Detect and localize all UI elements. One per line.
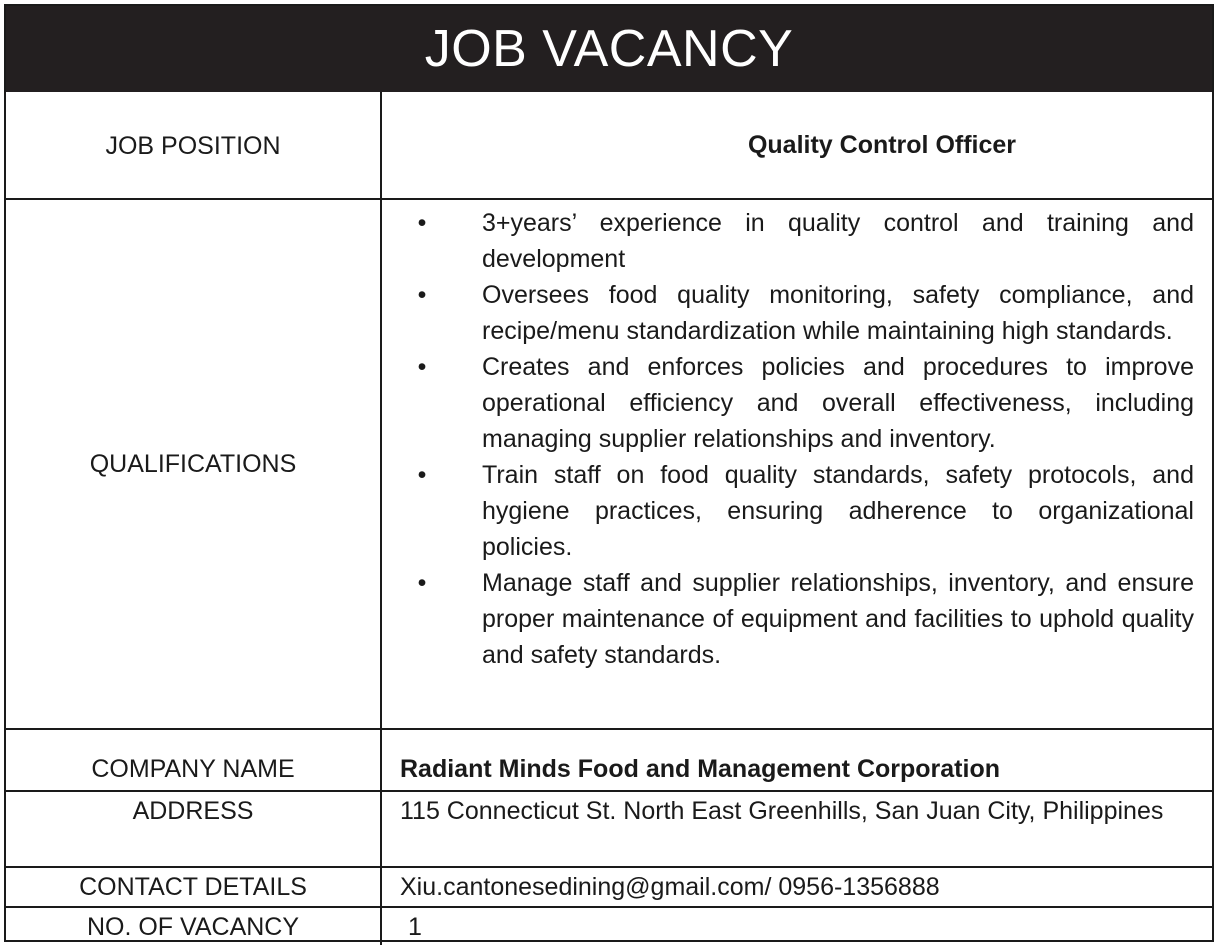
qualification-text: Manage staff and supplier relationships, inventory, and ensure proper maintenance of equipment and facilities to uphold quality and safety standards. <box>482 569 1194 669</box>
bullet-icon: • <box>417 209 427 237</box>
qualification-text: Creates and enforces policies and procedures to improve operational efficiency and overall effectiveness, including managing supplier relationships and inventory. <box>482 353 1194 453</box>
row-address <box>6 791 1212 867</box>
list-item <box>382 205 1194 277</box>
bullet-icon: • <box>417 461 427 489</box>
qualification-text: Train staff on food quality standards, safety protocols, and hygiene practices, ensuring adherence to organizational policies. <box>482 461 1194 561</box>
bullet-icon: • <box>417 353 427 381</box>
contact-details-label: CONTACT DETAILS <box>6 867 381 907</box>
bullet-icon: • <box>417 569 427 597</box>
bullet-icon: • <box>417 281 427 309</box>
vacancy-count-value: 1 <box>381 907 1212 945</box>
qualifications-label: QUALIFICATIONS <box>6 199 381 729</box>
row-job-position <box>6 92 1212 199</box>
address-value: 115 Connecticut St. North East Greenhills, San Juan City, Philippines <box>381 791 1212 867</box>
company-name-label: COMPANY NAME <box>6 729 381 791</box>
row-vacancy-count <box>6 907 1212 945</box>
list-item <box>382 457 1194 565</box>
row-company-name <box>6 729 1212 791</box>
job-position-label: JOB POSITION <box>6 92 381 199</box>
qualification-text: 3+years’ experience in quality control and training and development <box>482 209 1194 273</box>
job-position-value: Quality Control Officer <box>381 92 1212 199</box>
page-title: JOB VACANCY <box>6 6 1212 92</box>
qualifications-list <box>382 205 1194 673</box>
qualification-text: Oversees food quality monitoring, safety compliance, and recipe/menu standardization while maintaining high standards. <box>482 281 1194 345</box>
vacancy-count-label: NO. OF VACANCY <box>6 907 381 945</box>
list-item <box>382 565 1194 673</box>
list-item <box>382 349 1194 457</box>
vacancy-table <box>6 92 1212 945</box>
qualifications-cell <box>381 199 1212 729</box>
row-contact-details <box>6 867 1212 907</box>
row-qualifications <box>6 199 1212 729</box>
address-label: ADDRESS <box>6 791 381 867</box>
contact-details-value: Xiu.cantonesedining@gmail.com/ 0956-1356888 <box>381 867 1212 907</box>
company-name-value: Radiant Minds Food and Management Corporation <box>381 729 1212 791</box>
job-vacancy-sheet <box>4 4 1214 942</box>
list-item <box>382 277 1194 349</box>
